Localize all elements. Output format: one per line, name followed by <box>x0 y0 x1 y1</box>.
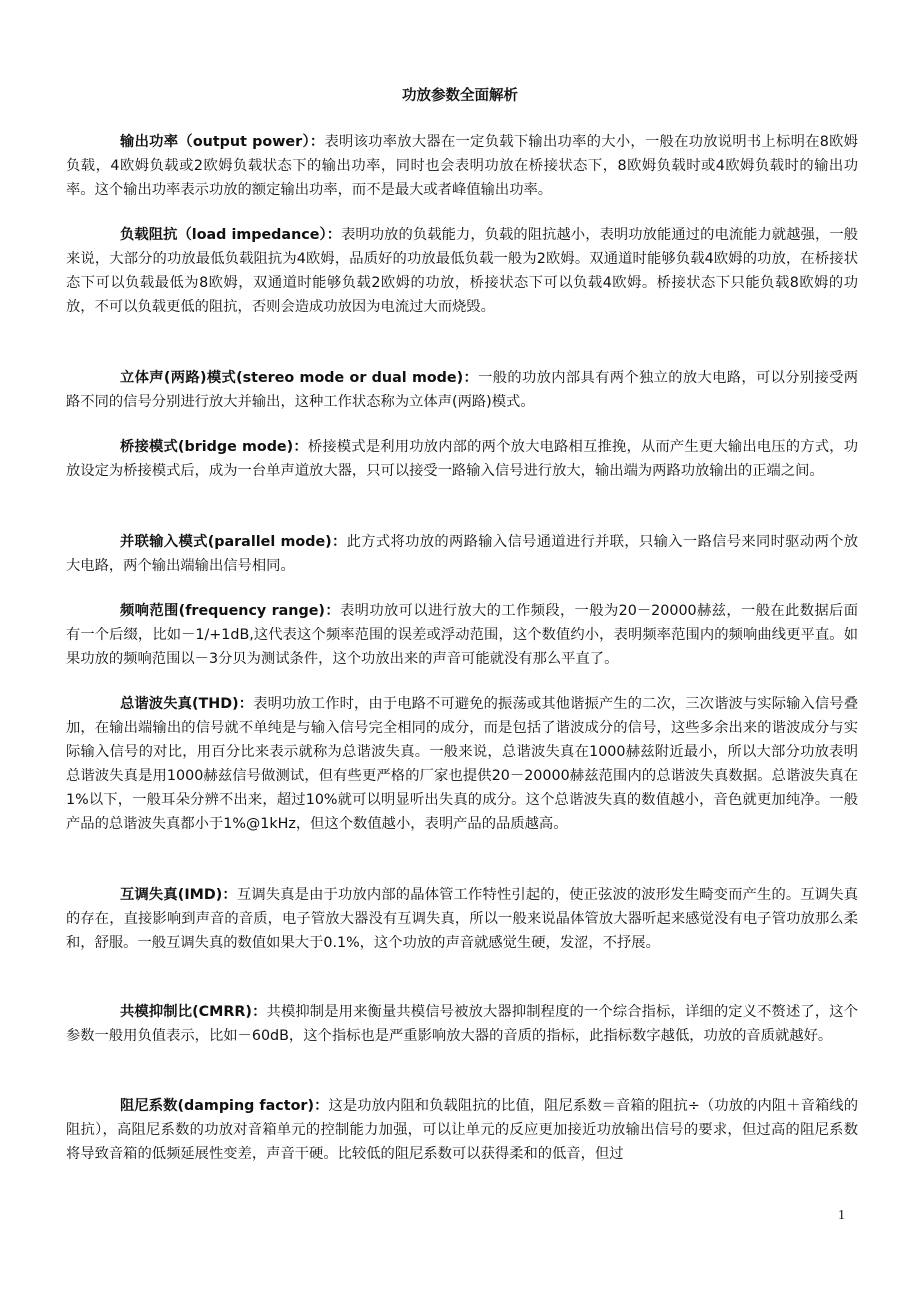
section-term: 互调失真(IMD)： <box>120 887 237 903</box>
section-term: 立体声(两路)模式(stereo mode or dual mode)： <box>120 370 479 386</box>
section-term: 输出功率（output power）： <box>120 134 325 150</box>
section-text: 表明该功率放大器在一定负载下输出功率的大小，一般在功放说明书上标明在8欧姆负载，4欧姆负载或2欧姆负载状态下的输出功率，同时也会表明功放在桥接状态下，8欧姆负载时或4欧姆负载时的输出功率。这个输出功率表示功放的额定输出功率，而不是最大或者峰值输出功率。 <box>66 134 859 198</box>
section-term: 并联输入模式(parallel mode)： <box>120 534 347 550</box>
section-thd <box>66 692 858 836</box>
section-text: 这是功放内阻和负载阻抗的比值，阻尼系数＝音箱的阻抗÷（功放的内阻＋音箱线的阻抗），高阻尼系数的功放对音箱单元的控制能力加强，可以让单元的反应更加接近功放输出信号的要求，但过高的阻尼系数将导致音箱的低频延展性变差，声音干硬。比较低的阻尼系数可以获得柔和的低音，但过 <box>66 1098 858 1162</box>
section-damping-factor <box>66 1094 858 1166</box>
section-term: 负载阻抗（load impedance）： <box>120 227 342 243</box>
section-parallel-mode <box>66 530 858 578</box>
section-text: 表明功放的负载能力，负载的阻抗越小，表明功放能通过的电流能力就越强，一般来说，大部分的功放最低负载阻抗为4欧姆，品质好的功放最低负载一般为2欧姆。双通道时能够负载4欧姆的功放，在桥接状态下可以负载最低为8欧姆，双通道时能够负载2欧姆的功放，桥接状态下可以负载4欧姆。桥接状态下只能负载8欧姆的功放，不可以负载更低的阻抗，否则会造成功放因为电流过大而烧毁。 <box>66 227 859 315</box>
section-frequency-range <box>66 599 858 671</box>
section-term: 共模抑制比(CMRR)： <box>120 1004 267 1020</box>
section-cmrr <box>66 1000 858 1048</box>
section-text: 一般的功放内部具有两个独立的放大电路，可以分别接受两路不同的信号分别进行放大并输出，这种工作状态称为立体声(两路)模式。 <box>66 370 859 410</box>
section-stereo-mode <box>66 366 858 414</box>
section-load-impedance <box>66 223 858 319</box>
section-text: 互调失真是由于功放内部的晶体管工作特性引起的，使正弦波的波形发生畸变而产生的。互调失真的存在，直接影响到声音的音质，电子管放大器没有互调失真，所以一般来说晶体管放大器听起来感觉没有电子管功放那么柔和，舒服。一般互调失真的数值如果大于0.1%，这个功放的声音就感觉生硬，发涩，不抒展。 <box>66 887 858 951</box>
section-text: 表明功放工作时，由于电路不可避免的振荡或其他谐振产生的二次，三次谐波与实际输入信号叠加，在输出端输出的信号就不单纯是与输入信号完全相同的成分，而是包括了谐波成分的信号，这些多余出来的谐波成分与实际输入信号的对比，用百分比来表示就称为总谐波失真。一般来说，总谐波失真在1000赫兹附近最小，所以大部分功放表明总谐波失真是用1000赫兹信号做测试，但有些更严格的厂家也提供20－20000赫兹范围内的总谐波失真数据。总谐波失真在1%以下，一般耳朵分辨不出来，超过10%就可以明显听出失真的成分。这个总谐波失真的数值越小，音色就更加纯净。一般产品的总谐波失真都小于1%@1kHz，但这个数值越小，表明产品的品质越高。 <box>66 696 859 832</box>
section-bridge-mode <box>66 435 858 483</box>
document-title: 功放参数全面解析 <box>402 88 518 104</box>
section-text: 桥接模式是利用功放内部的两个放大电路相互推挽，从而产生更大输出电压的方式，功放设定为桥接模式后，成为一台单声道放大器，只可以接受一路输入信号进行放大，输出端为两路功放输出的正端之间。 <box>66 439 859 479</box>
section-term: 总谐波失真(THD)： <box>120 696 254 712</box>
section-text: 共模抑制是用来衡量共模信号被放大器抑制程度的一个综合指标，详细的定义不赘述了，这个参数一般用负值表示，比如－60dB，这个指标也是严重影响放大器的音质的指标，此指标数字越低，功放的音质就越好。 <box>66 1004 858 1044</box>
section-term: 阻尼系数(damping factor)： <box>120 1098 329 1114</box>
section-text: 表明功放可以进行放大的工作频段，一般为20－20000赫兹，一般在此数据后面有一个后缀，比如－1/+1dB,这代表这个频率范围的误差或浮动范围，这个数值约小，表明频率范围内的频响曲线更平直。如果功放的频响范围以－3分贝为测试条件，这个功放出来的声音可能就没有那么平直了。 <box>66 603 858 667</box>
section-term: 频响范围(frequency range)： <box>120 603 340 619</box>
section-output-power <box>66 130 858 202</box>
section-term: 桥接模式(bridge mode)： <box>120 439 308 455</box>
page-number: 1 <box>838 1208 845 1223</box>
section-text: 此方式将功放的两路输入信号通道进行并联，只输入一路信号来同时驱动两个放大电路，两个输出端输出信号相同。 <box>66 534 858 574</box>
section-imd <box>66 883 858 955</box>
